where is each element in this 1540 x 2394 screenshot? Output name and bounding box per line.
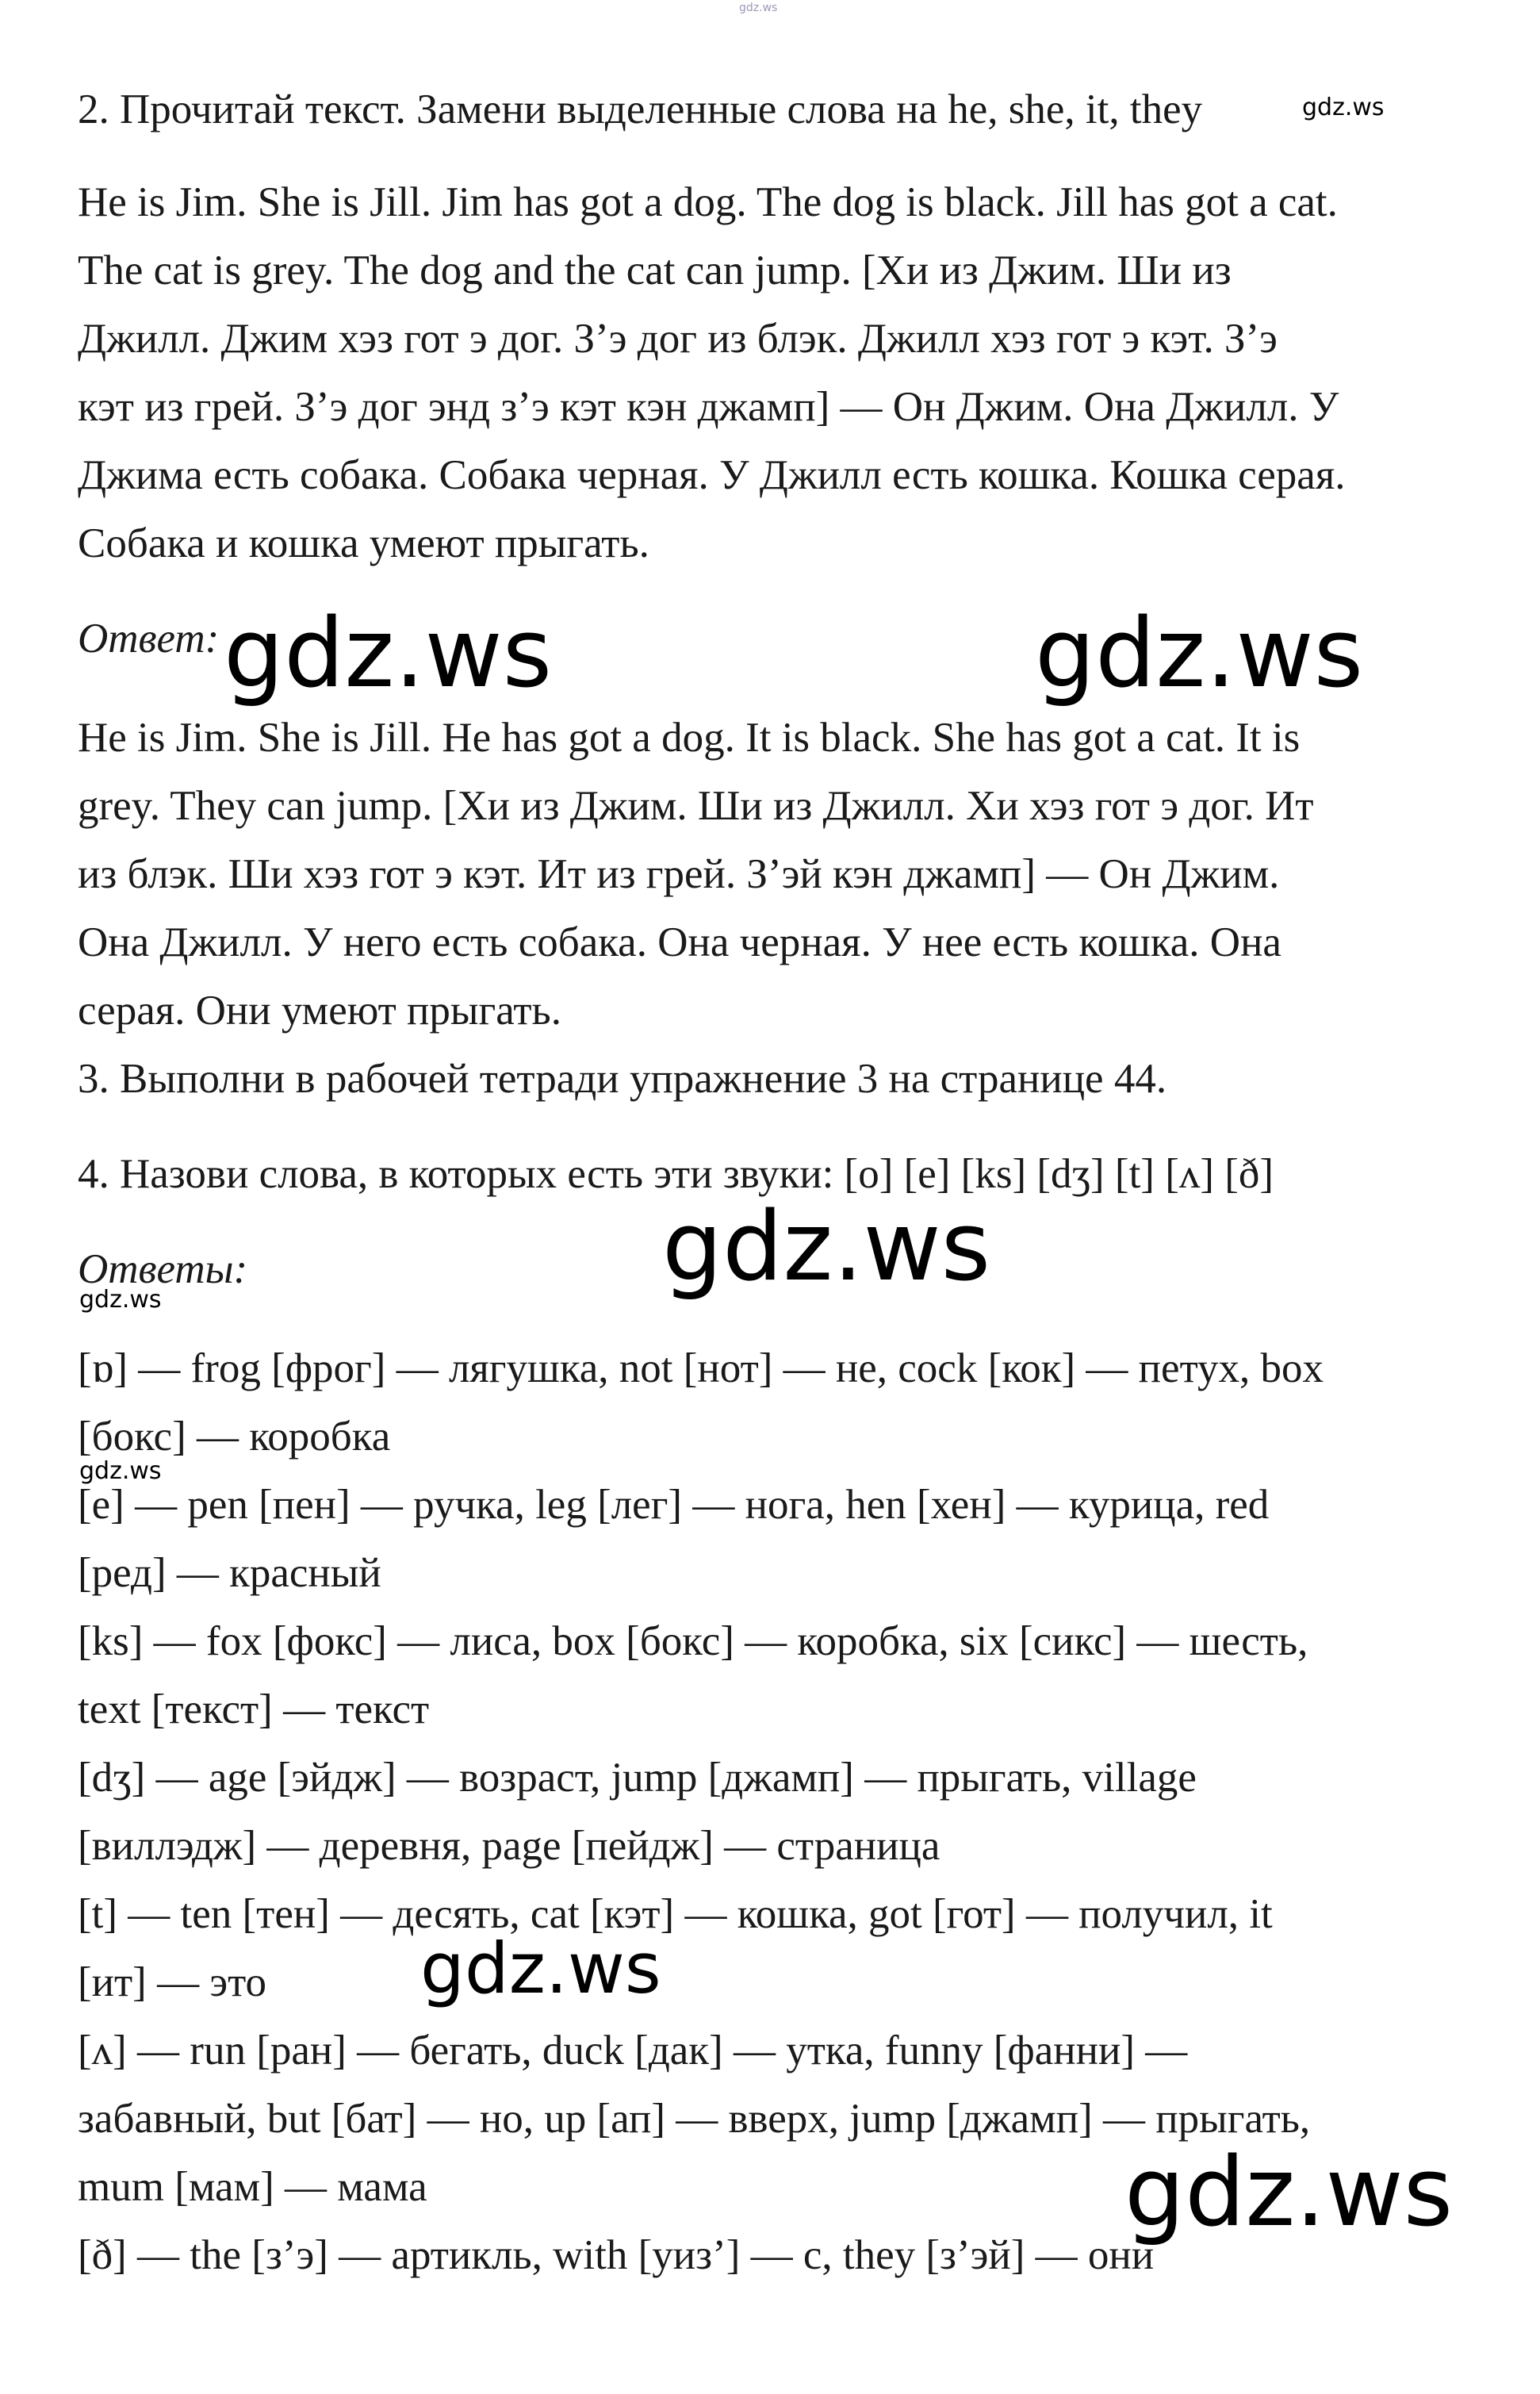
answer-line: [бокс] — коробка — [78, 1414, 391, 1460]
watermark-top: gdz.ws — [739, 2, 778, 14]
answer-line: mum [мам] — мама — [78, 2164, 427, 2210]
answer-line: [dʒ] — age [эйдж] — возраст, jump [джамп] — прыгать, village — [78, 1755, 1197, 1801]
answer-line: [ð] — the [з’э] — артикль, with [уиз’] — с, they [з’эй] — они — [78, 2232, 1155, 2278]
text-line: Джилл. Джим хэз гот э дог. З’э дог из блэк. Джилл хэз гот э кэт. З’э — [78, 316, 1278, 362]
answer-line: [ʌ] — run [ран] — бегать, duck [дак] — утка, funny [фанни] — — [78, 2028, 1188, 2074]
exercise-3-task: 3. Выполни в рабочей тетради упражнение 3 на странице 44. — [78, 1056, 1167, 1102]
answer-line: серая. Они умеют прыгать. — [78, 988, 561, 1034]
answer-line: [e] — pen [пен] — ручка, leg [лег] — нога, hen [хен] — курица, red — [78, 1482, 1270, 1528]
watermark-small: gdz.ws — [79, 1286, 162, 1314]
answer-line: Она Джилл. У него есть собака. Она черная. У нее есть кошка. Она — [78, 919, 1281, 965]
answer-line: text [текст] — текст — [78, 1686, 430, 1732]
watermark-small: gdz.ws — [79, 1457, 162, 1485]
answer-line: [виллэдж] — деревня, page [пейдж] — страница — [78, 1823, 940, 1869]
answer-line: [t] — ten [тен] — десять, cat [кэт] — кошка, got [гот] — получил, it — [78, 1891, 1273, 1937]
answer-line: [ɒ] — frog [фрог] — лягушка, not [нот] — не, cock [кок] — петух, box — [78, 1345, 1324, 1391]
watermark-small: gdz.ws — [1302, 94, 1385, 121]
watermark-large: gdz.ws — [662, 1192, 991, 1303]
text-line: The cat is grey. The dog and the cat can jump. [Хи из Джим. Ши из — [78, 247, 1232, 293]
watermark-large: gdz.ws — [1035, 599, 1364, 709]
answer-line: забавный, but [бат] — но, up [ап] — вверх, jump [джамп] — прыгать, — [78, 2096, 1311, 2142]
answer-label: Ответ: — [78, 616, 220, 662]
exercise-4-task: 4. Назови слова, в которых есть эти звуки: [o] [e] [ks] [dʒ] [t] [ʌ] [ð] — [78, 1151, 1274, 1197]
watermark-large: gdz.ws — [224, 599, 553, 709]
answer-line: grey. They can jump. [Хи из Джим. Ши из Джилл. Хи хэз гот э дог. Ит — [78, 783, 1314, 829]
text-line: He is Jim. She is Jill. Jim has got a dog. The dog is black. Jill has got a cat. — [78, 179, 1338, 225]
watermark-medium: gdz.ws — [420, 1928, 661, 2009]
text-line: Собака и кошка умеют прыгать. — [78, 520, 649, 566]
answer-line: из блэк. Ши хэз гот э кэт. Ит из грей. З’эй кэн джамп] — Он Джим. — [78, 851, 1280, 897]
answer-line: [ks] — fox [фокс] — лиса, box [бокс] — коробка, six [сикс] — шесть, — [78, 1618, 1308, 1664]
text-line: Джима есть собака. Собака черная. У Джилл есть кошка. Кошка серая. — [78, 452, 1346, 498]
answer-line: [ред] — красный — [78, 1550, 381, 1596]
answers-label: Ответы: — [78, 1246, 248, 1292]
answer-line: [ит] — это — [78, 1959, 267, 2005]
exercise-2-task: 2. Прочитай текст. Замени выделенные слова на he, she, it, they — [78, 86, 1203, 132]
watermark-large: gdz.ws — [1124, 2138, 1454, 2248]
answer-line: He is Jim. She is Jill. He has got a dog. It is black. She has got a cat. It is — [78, 715, 1301, 761]
text-line: кэт из грей. З’э дог энд з’э кэт кэн джамп] — Он Джим. Она Джилл. У — [78, 384, 1339, 430]
